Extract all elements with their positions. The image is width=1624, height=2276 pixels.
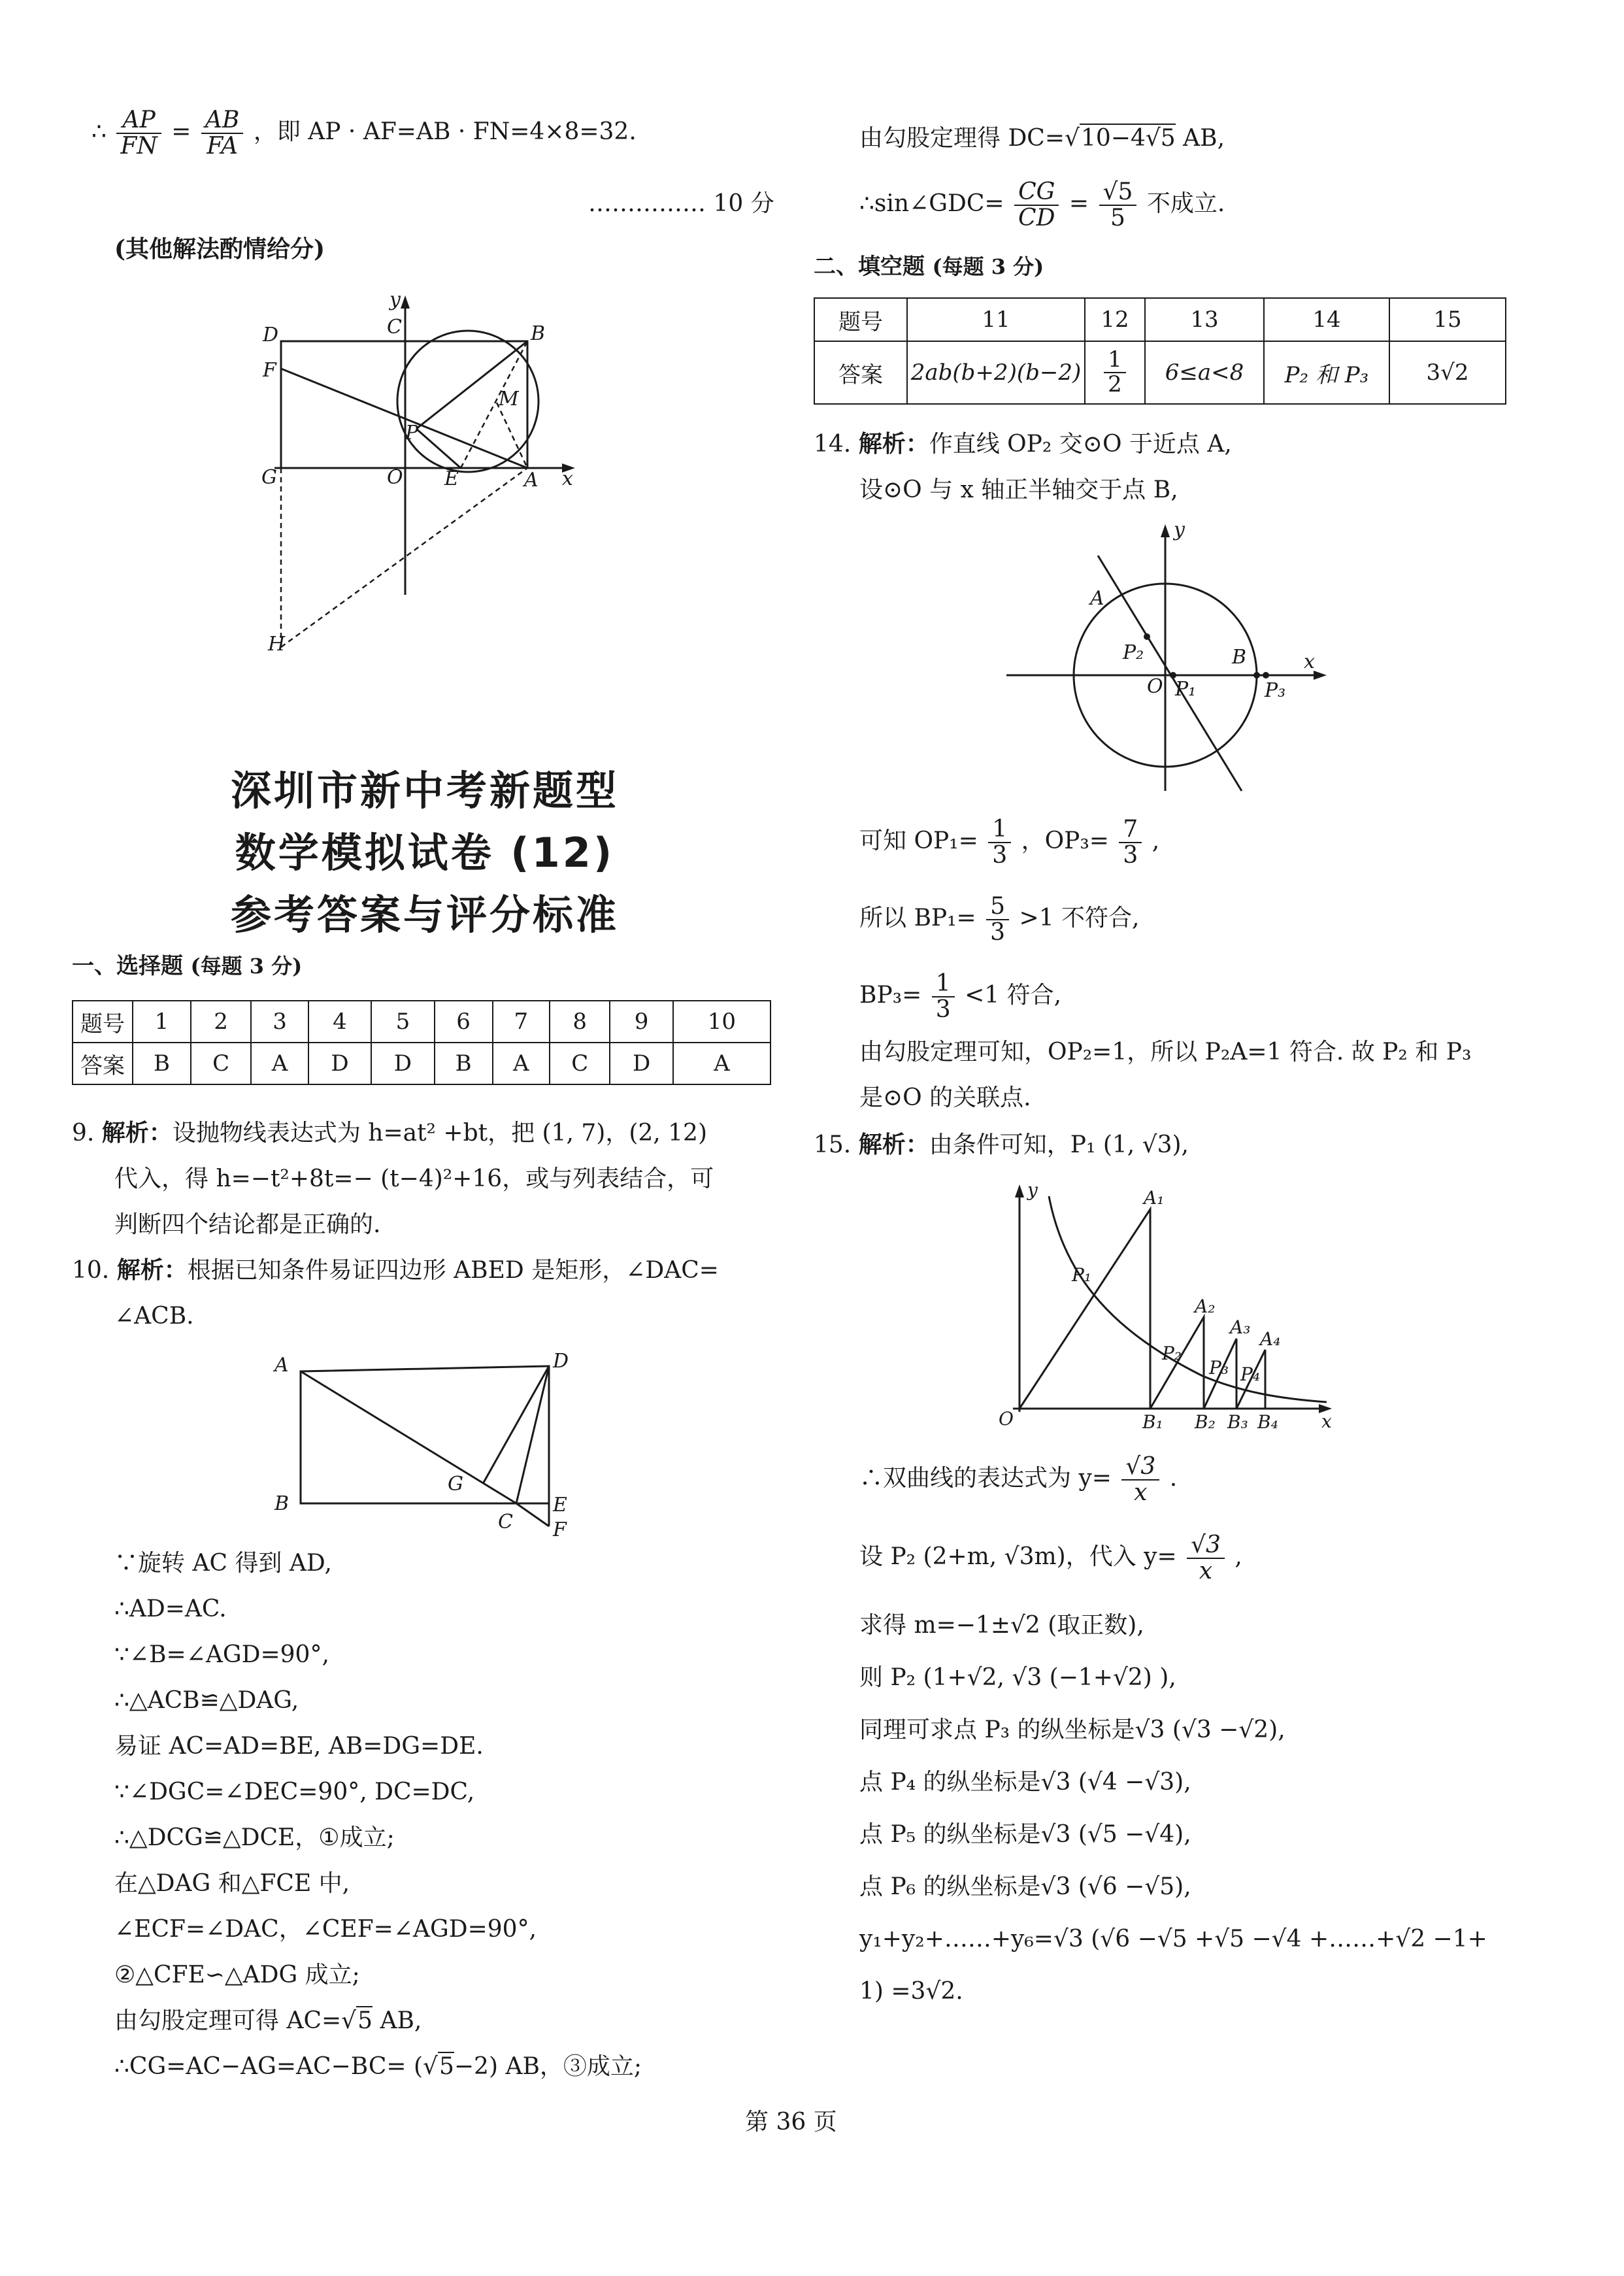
label-a: A — [274, 1354, 289, 1377]
label-e: E — [553, 1494, 567, 1516]
fraction-one-third — [988, 817, 1011, 868]
fraction-root3-x — [1121, 1454, 1159, 1505]
label-a: A — [1090, 587, 1104, 610]
sin-equation — [859, 180, 1225, 231]
title-line-3: 参考答案与评分标准 — [230, 891, 619, 939]
fraction-denominator: 5 — [1110, 204, 1125, 231]
fraction-numerator: √3 — [1187, 1533, 1225, 1559]
label-x: x — [1321, 1411, 1332, 1432]
table-cell: 2ab(b+2)(b−2) — [907, 341, 1085, 404]
proof-line-7: ∴△DCG≌△DCE，①成立; — [114, 1824, 395, 1851]
q9-line-3: 判断四个结论都是正确的. — [114, 1211, 381, 1238]
fraction-root3-x — [1187, 1533, 1225, 1584]
proof-line-5: 易证 AC=AD=BE, AB=DG=DE. — [114, 1733, 484, 1760]
hyperbola-expression — [859, 1454, 1177, 1505]
question-number: 10. — [72, 1257, 117, 1284]
table-cell: 5 — [371, 1001, 434, 1043]
text: 由勾股定理可得 AC= — [114, 2007, 342, 2034]
line-pb — [416, 341, 527, 429]
table-cell: 3√2 — [1389, 341, 1506, 404]
figure-rectangle-abed — [261, 1347, 588, 1543]
q14-conclusion-1: 由勾股定理可知，OP₂=1，所以 P₂A=1 符合. 故 P₂ 和 P₃ — [859, 1039, 1472, 1065]
q9-line-1 — [72, 1119, 707, 1147]
fraction-ap-fn — [116, 108, 161, 159]
text: ∴CG=AC−AG=AC−BC= ( — [114, 2053, 423, 2080]
table-cell: 14 — [1264, 298, 1389, 341]
label-x: x — [562, 467, 573, 490]
fraction-seven-thirds — [1119, 817, 1142, 868]
fraction-denominator: FA — [207, 132, 239, 159]
op-values — [859, 817, 1159, 868]
q14-conclusion-2: 是⊙O 的关联点. — [859, 1084, 1031, 1111]
table-cell: D — [308, 1043, 371, 1084]
table-cell: 9 — [610, 1001, 672, 1043]
fill-blank-table — [814, 297, 1506, 405]
proof-line-2: ∴AD=AC. — [114, 1596, 227, 1622]
substitute-p2 — [859, 1533, 1242, 1584]
text: 设 P₂ (2+m, √3m)，代入 y= — [859, 1543, 1177, 1570]
solve-m: 求得 m=−1±√2 (取正数), — [859, 1612, 1144, 1639]
fraction-denominator: CD — [1018, 204, 1055, 231]
equals-sign: = — [1069, 190, 1089, 217]
q9-line-2: 代入，得 h=−t²+8t=− (t−4)²+16，或与列表结合，可 — [114, 1165, 714, 1192]
label-b4: B₄ — [1257, 1411, 1278, 1433]
fraction-numerator: 1 — [1104, 348, 1126, 373]
figure-unit-circle — [1000, 516, 1340, 811]
label-p: P — [405, 422, 419, 444]
fraction-denominator: 3 — [992, 841, 1008, 869]
label-d: D — [553, 1350, 569, 1373]
other-methods-note: (其他解法酌情给分) — [114, 235, 325, 263]
table-cell: A — [493, 1043, 550, 1084]
question-text: 作直线 OP₂ 交⊙O 于近点 A, — [929, 431, 1232, 458]
text: ∴双曲线的表达式为 y= — [859, 1464, 1112, 1492]
proof-line-8: 在△DAG 和△FCE 中, — [114, 1870, 350, 1897]
text: , — [1152, 827, 1160, 854]
equation-text: ，即 AP · AF=AB · FN=4×8=32. — [253, 118, 637, 145]
p3-ordinate: 同理可求点 P₃ 的纵坐标是√3 (√3 −√2), — [859, 1716, 1285, 1743]
label-m: M — [499, 388, 519, 410]
text: <1 符合, — [965, 981, 1062, 1009]
score-10: …………… 10 分 — [588, 190, 774, 217]
y-arrow-icon — [1015, 1184, 1024, 1197]
table-row — [73, 1001, 771, 1043]
q14-line-2: 设⊙O 与 x 轴正半轴交于点 B, — [859, 477, 1178, 503]
section-1-heading — [72, 952, 302, 980]
table-cell: A — [251, 1043, 308, 1084]
bp1-line — [859, 894, 1140, 945]
table-cell: C — [191, 1043, 251, 1084]
table-row — [814, 341, 1506, 404]
fraction-denominator: x — [1199, 1557, 1213, 1584]
table-cell — [1085, 341, 1145, 404]
table-cell: P₂ 和 P₃ — [1264, 341, 1389, 404]
table-cell: B — [133, 1043, 191, 1084]
line-cd — [516, 1366, 549, 1503]
fraction-numerator: AB — [201, 108, 243, 134]
line-gd — [484, 1366, 549, 1482]
line-cf — [516, 1503, 549, 1526]
fraction-denominator: 3 — [990, 918, 1006, 946]
label-a: A — [524, 469, 539, 492]
table-cell: 2 — [191, 1001, 251, 1043]
question-number: 14. — [814, 431, 859, 458]
triangle-oa1b1 — [1019, 1209, 1150, 1409]
fraction-numerator: 5 — [986, 894, 1009, 920]
fraction-ab-fa — [201, 108, 243, 159]
table-row — [814, 298, 1506, 341]
label-b: B — [1232, 646, 1247, 669]
text: 可知 OP₁= — [859, 827, 978, 854]
label-p4: P₄ — [1240, 1364, 1261, 1385]
fraction-numerator: 7 — [1119, 817, 1142, 843]
line-op2 — [1098, 556, 1242, 791]
fraction-root5-5 — [1099, 180, 1137, 231]
text: . — [1169, 1464, 1178, 1492]
label-p3: P₃ — [1209, 1357, 1229, 1379]
section-2-note: (每题 3 分) — [932, 254, 1044, 279]
q15-line-1 — [814, 1131, 1189, 1159]
question-number: 9. — [72, 1120, 102, 1146]
label-p1: P₁ — [1175, 678, 1197, 701]
analysis-label: 解析： — [858, 1131, 929, 1158]
question-number: 15. — [814, 1131, 859, 1158]
table-cell: 7 — [493, 1001, 550, 1043]
page-number: 第 36 页 — [745, 2109, 837, 2135]
sum-line-1: y₁+y₂+……+y₆=√3 (√6 −√5 +√5 −√4 +……+√2 −1+ — [859, 1926, 1487, 1952]
fraction-cg-cd — [1014, 180, 1059, 231]
question-text: 设抛物线表达式为 h=at² +bt，把 (1, 7)，(2, 12) — [172, 1120, 708, 1146]
proof-line-1: ∵旋转 AC 得到 AD, — [114, 1550, 332, 1577]
table-header-cell: 答案 — [73, 1043, 133, 1084]
label-x: x — [1304, 650, 1315, 673]
line-ac — [301, 1371, 516, 1503]
y-arrow-icon — [401, 295, 410, 309]
text: AB, — [1183, 125, 1225, 152]
label-c: C — [387, 316, 402, 339]
analysis-label: 解析： — [101, 1119, 173, 1146]
point-b — [1253, 672, 1260, 678]
table-cell: 15 — [1389, 298, 1506, 341]
equals-sign: = — [171, 118, 191, 145]
q10-line-2: ∠ACB. — [114, 1303, 194, 1330]
fraction-denominator: FN — [120, 132, 157, 159]
fraction-numerator: CG — [1014, 180, 1059, 206]
table-cell: 6≤a<8 — [1145, 341, 1264, 404]
question-text: 根据已知条件易证四边形 ABED 是矩形，∠DAC= — [187, 1257, 719, 1284]
quadrilateral-abed — [301, 1366, 549, 1503]
text: AB, — [380, 2007, 422, 2034]
p5-ordinate: 点 P₅ 的纵坐标是√3 (√5 −√4), — [859, 1821, 1191, 1848]
text: −2) AB，③成立; — [454, 2053, 642, 2080]
table-cell: 8 — [550, 1001, 610, 1043]
label-f: F — [263, 359, 276, 382]
table-cell: 10 — [673, 1001, 771, 1043]
p2-coordinates: 则 P₂ (1+√2, √3 (−1+√2) ), — [859, 1664, 1176, 1691]
x-arrow-icon — [1314, 671, 1327, 680]
proof-line-10: ②△CFE∽△ADG 成立; — [114, 1962, 360, 1988]
y-arrow-icon — [1161, 524, 1170, 537]
radicand: 10−4√5 — [1080, 125, 1176, 152]
fraction-numerator: AP — [116, 108, 161, 134]
fraction-denominator: 3 — [935, 996, 951, 1023]
bp3-line — [859, 971, 1061, 1022]
table-cell: 11 — [907, 298, 1085, 341]
label-p1: P₁ — [1072, 1264, 1092, 1286]
proof-line-4: ∴△ACB≌△DAG, — [114, 1687, 299, 1714]
label-d: D — [263, 324, 279, 346]
section-1-note: (每题 3 分) — [190, 954, 303, 979]
text: ，OP₃= — [1021, 827, 1109, 854]
label-f: F — [553, 1518, 567, 1541]
title-line-1: 深圳市新中考新题型 — [230, 767, 619, 814]
text: 不成立. — [1146, 190, 1225, 217]
fraction-denominator: x — [1134, 1479, 1148, 1506]
label-p2: P₂ — [1162, 1343, 1182, 1364]
text: >1 不符合, — [1019, 904, 1140, 931]
label-o: O — [999, 1408, 1014, 1430]
label-y: y — [389, 288, 401, 311]
label-g: G — [448, 1473, 463, 1496]
multiple-choice-table — [72, 1000, 771, 1085]
q10-line-1 — [72, 1256, 719, 1284]
section-2-heading — [814, 252, 1044, 280]
label-e: E — [444, 467, 459, 490]
proof-line-9: ∠ECF=∠DAC，∠CEF=∠AGD=90°, — [114, 1916, 537, 1943]
table-cell: 4 — [308, 1001, 371, 1043]
point-p2 — [1144, 633, 1150, 640]
proof-line-12: ∴CG=AC−AG=AC−BC= (√5−2) AB，③成立; — [114, 2053, 642, 2080]
table-cell: 6 — [435, 1001, 493, 1043]
text: 由勾股定理得 DC= — [859, 125, 1065, 152]
proof-line-6: ∵∠DGC=∠DEC=90°, DC=DC, — [114, 1779, 475, 1805]
label-b: B — [274, 1492, 290, 1515]
label-b2: B₂ — [1195, 1411, 1216, 1433]
radicand: 5 — [439, 2053, 454, 2080]
label-a3: A₃ — [1230, 1316, 1251, 1338]
label-a1: A₁ — [1144, 1187, 1165, 1209]
text: ∴sin∠GDC= — [859, 190, 1004, 217]
table-header-cell: 答案 — [814, 341, 907, 404]
table-cell: 1 — [133, 1001, 191, 1043]
label-p3: P₃ — [1265, 679, 1286, 702]
therefore-symbol: ∴ — [91, 118, 107, 145]
point-p3 — [1263, 672, 1269, 678]
table-cell: C — [550, 1043, 610, 1084]
text: , — [1235, 1543, 1242, 1570]
analysis-label: 解析： — [858, 430, 929, 458]
label-y: y — [1174, 518, 1185, 541]
p4-ordinate: 点 P₄ 的纵坐标是√3 (√4 −√3), — [859, 1769, 1191, 1796]
table-cell: 12 — [1085, 298, 1145, 341]
fraction-denominator: 3 — [1123, 841, 1138, 869]
label-y: y — [1027, 1179, 1038, 1201]
table-header-cell: 题号 — [73, 1001, 133, 1043]
fraction-denominator: 2 — [1108, 371, 1122, 397]
proof-line-3: ∵∠B=∠AGD=90°, — [114, 1641, 329, 1668]
dc-equation: 由勾股定理得 DC=√10−4√5 AB, — [859, 125, 1225, 152]
sum-line-2: 1) =3√2. — [859, 1978, 963, 2005]
label-b1: B₁ — [1142, 1411, 1163, 1433]
q14-line-1 — [814, 430, 1232, 458]
analysis-label: 解析： — [116, 1256, 188, 1284]
table-row — [73, 1043, 771, 1084]
table-cell: A — [673, 1043, 771, 1084]
text: BP₃= — [859, 981, 922, 1009]
label-c: C — [498, 1511, 513, 1533]
fraction-one-third — [932, 971, 955, 1022]
table-cell: 13 — [1145, 298, 1264, 341]
label-b3: B₃ — [1227, 1411, 1248, 1433]
section-1-title: 一、选择题 — [72, 953, 183, 979]
section-2-title: 二、填空题 — [814, 254, 925, 280]
table-cell: D — [610, 1043, 672, 1084]
figure-circle-rectangle — [248, 288, 588, 660]
label-o: O — [387, 466, 403, 489]
fraction-numerator: 1 — [988, 817, 1011, 843]
fraction-five-thirds — [986, 894, 1009, 945]
label-g: G — [261, 466, 277, 489]
proof-line-11: 由勾股定理可得 AC=√5 AB, — [114, 2007, 422, 2034]
fraction-numerator: 1 — [932, 971, 955, 997]
label-a4: A₄ — [1260, 1328, 1281, 1350]
p6-ordinate: 点 P₆ 的纵坐标是√3 (√6 −√5), — [859, 1873, 1191, 1900]
table-header-cell: 题号 — [814, 298, 907, 341]
label-p2: P₂ — [1123, 641, 1144, 664]
figure-hyperbola-triangles — [987, 1177, 1340, 1438]
fraction-numerator: √3 — [1121, 1454, 1159, 1481]
ratio-equation — [91, 108, 637, 159]
label-a2: A₂ — [1195, 1296, 1216, 1317]
title-line-2: 数学模拟试卷 (12) — [235, 829, 615, 877]
fraction-numerator: √5 — [1099, 180, 1137, 206]
label-o: O — [1147, 675, 1163, 698]
label-h: H — [268, 633, 286, 656]
table-cell: 3 — [251, 1001, 308, 1043]
line-pe — [416, 429, 461, 468]
fraction-one-half — [1104, 348, 1126, 396]
table-cell: D — [371, 1043, 434, 1084]
question-text: 由条件可知，P₁ (1, √3), — [929, 1131, 1189, 1158]
label-b: B — [531, 322, 546, 345]
radicand: 5 — [357, 2007, 373, 2034]
table-cell: B — [435, 1043, 493, 1084]
text: 所以 BP₁= — [859, 904, 976, 931]
